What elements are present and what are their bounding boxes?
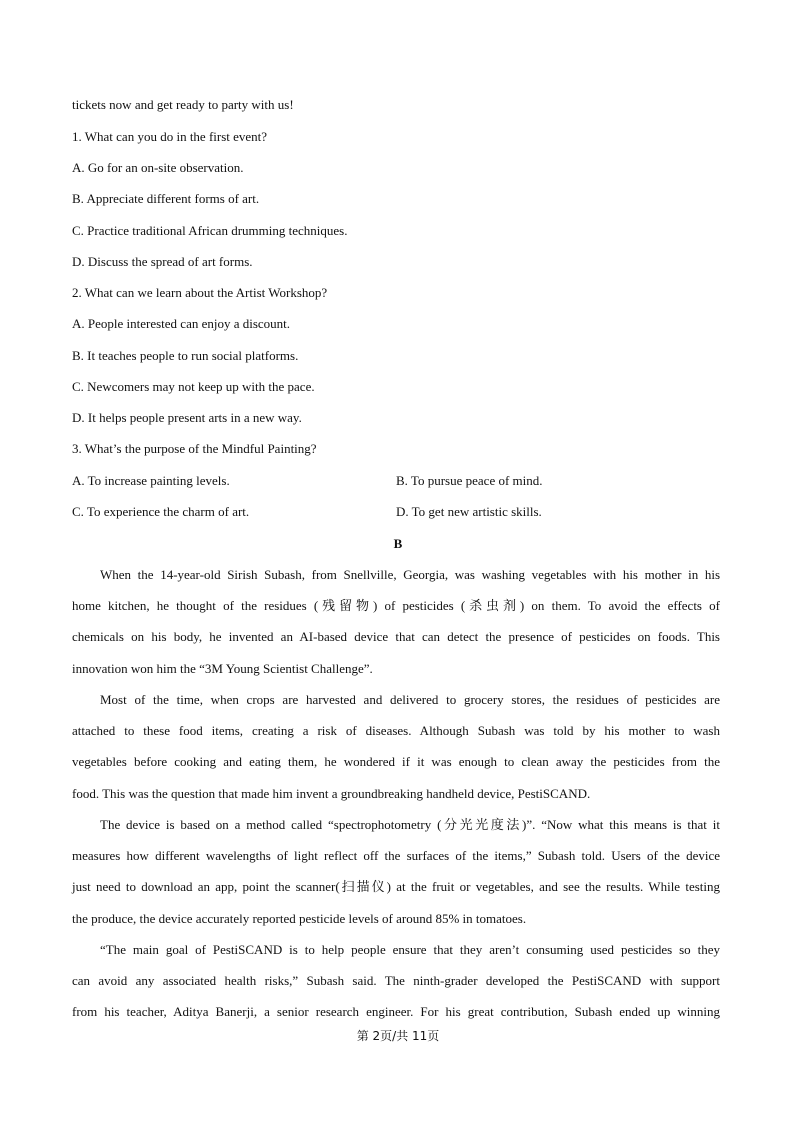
passage-b-line: The device is based on a method called “spectrophotometry (分光光度法)”. “Now what this means is that it [100, 817, 720, 832]
question-3-option-c: C. To experience the charm of art. [72, 504, 250, 519]
question-1-option-b: B. Appreciate different forms of art. [72, 191, 260, 206]
passage-b-line: can avoid any associated health risks,” Subash said. The ninth-grader developed the PestiSCAND with support [72, 973, 720, 988]
passage-b-line: food. This was the question that made him invent a groundbreaking handheld device, PestiSCAND. [72, 786, 591, 801]
question-2-stem: 2. What can we learn about the Artist Workshop? [72, 285, 328, 300]
passage-b-line: innovation won him the “3M Young Scientist Challenge”. [72, 661, 373, 676]
question-2-option-b: B. It teaches people to run social platforms. [72, 348, 299, 363]
passage-b-line: measures how different wavelengths of light reflect off the surfaces of the items,” Subash told. Users of the device [72, 848, 720, 863]
passage-b-line: “The main goal of PestiSCAND is to help people ensure that they aren’t consuming used pesticides so they [100, 942, 720, 957]
question-3-option-a: A. To increase painting levels. [72, 473, 230, 488]
question-1-stem: 1. What can you do in the first event? [72, 129, 268, 144]
passage-b-line: chemicals on his body, he invented an AI-based device that can detect the presence of pesticides on foods. This [72, 629, 720, 644]
passage-b-line: from his teacher, Aditya Banerji, a senior research engineer. For his great contribution, Subash ended up winning [72, 1004, 720, 1019]
question-3-stem: 3. What’s the purpose of the Mindful Painting? [72, 441, 317, 456]
question-3-option-b: B. To pursue peace of mind. [396, 473, 543, 488]
question-2-option-a: A. People interested can enjoy a discount. [72, 316, 291, 331]
question-1-option-a: A. Go for an on-site observation. [72, 160, 244, 175]
passage-a-tail: tickets now and get ready to party with us! [72, 97, 294, 112]
question-3-option-d: D. To get new artistic skills. [396, 504, 542, 519]
passage-b-line: attached to these food items, creating a risk of diseases. Although Subash was told by his mother to wash [72, 723, 720, 738]
section-b-title: B [393, 536, 403, 551]
document-page [72, 0, 724, 1123]
question-1-option-c: C. Practice traditional African drumming techniques. [72, 223, 348, 238]
passage-b-line: home kitchen, he thought of the residues (残留物) of pesticides (杀虫剂) on them. To avoid the effects of [72, 598, 720, 613]
question-2-option-c: C. Newcomers may not keep up with the pace. [72, 379, 315, 394]
page-footer: 第 2页/共 11页 [356, 1029, 440, 1043]
passage-b-line: When the 14-year-old Sirish Subash, from Snellville, Georgia, was washing vegetables with his mother in his [100, 567, 720, 582]
passage-b-line: just need to download an app, point the scanner(扫描仪) at the fruit or vegetables, and see the results. While testing [72, 879, 720, 894]
passage-b-line: vegetables before cooking and eating them, he wondered if it was enough to clean away the pesticides from the [72, 754, 720, 769]
question-2-option-d: D. It helps people present arts in a new way. [72, 410, 302, 425]
question-1-option-d: D. Discuss the spread of art forms. [72, 254, 253, 269]
passage-b-line: Most of the time, when crops are harvested and delivered to grocery stores, the residues of pesticides are [100, 692, 720, 707]
passage-b-line: the produce, the device accurately reported pesticide levels of around 85% in tomatoes. [72, 911, 527, 926]
